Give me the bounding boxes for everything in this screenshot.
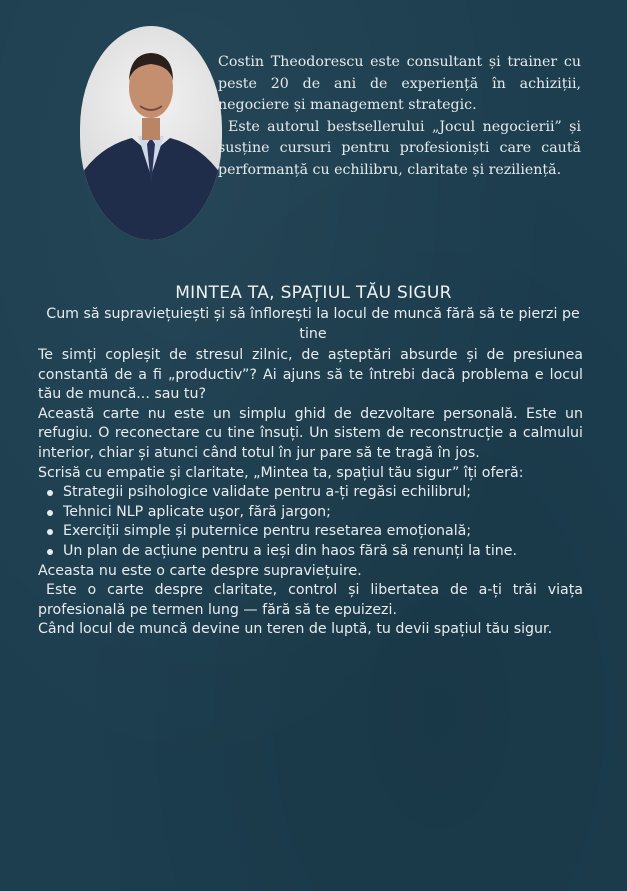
list-item: Un plan de acțiune pentru a ieși din haos fără să renunți la tine.	[63, 542, 583, 562]
book-description	[38, 346, 583, 640]
book-title: MINTEA TA, SPAȚIUL TĂU SIGUR	[175, 283, 452, 303]
intro-paragraph: Te simți copleșit de stresul zilnic, de așteptări absurde și de presiunea constantă de a fi „productiv”? Ai ajuns să te întrebi dacă problema e locul tău de muncă... sau tu?	[38, 347, 583, 403]
intro-paragraph: Scrisă cu empatie și claritate, „Mintea ta, spațiul tău sigur” îți oferă:	[38, 464, 524, 481]
list-item: Strategii psihologice validate pentru a-ți regăsi echilibrul;	[63, 483, 583, 503]
bio-paragraph: Costin Theodorescu este consultant și trainer cu peste 20 de ani de experiență în achiziții, negociere și management strategic.	[218, 54, 581, 113]
list-item: Exerciții simple și puternice pentru resetarea emoțională;	[63, 522, 583, 542]
closing-paragraph: Când locul de muncă devine un teren de luptă, tu devii spațiul tău sigur.	[38, 621, 553, 638]
author-portrait-icon	[80, 26, 222, 240]
closing-paragraph: Este o carte despre claritate, control și libertatea de a-ți trăi viața profesională pe termen lung — fără să te epuizezi.	[38, 582, 583, 618]
book-subtitle: Cum să supraviețuiești și să înflorești la locul de muncă fără să te pierzi pe tine	[46, 306, 580, 342]
benefits-list	[38, 483, 583, 561]
closing-paragraph: Aceasta nu este o carte despre supraviețuire.	[38, 562, 362, 579]
list-item: Tehnici NLP aplicate ușor, fără jargon;	[63, 503, 583, 523]
author-bio	[218, 52, 581, 181]
intro-paragraph: Această carte nu este un simplu ghid de dezvoltare personală. Este un refugiu. O reconectare cu tine însuți. Un sistem de reconstrucție a calmului interior, chiar și atunci când totul în jur pare să te tragă în jos.	[38, 405, 583, 461]
bio-paragraph: Este autorul bestsellerului „Jocul negocierii” și susține cursuri pentru profesioniști care caută performanță cu echilibru, claritate și reziliență.	[218, 118, 581, 178]
